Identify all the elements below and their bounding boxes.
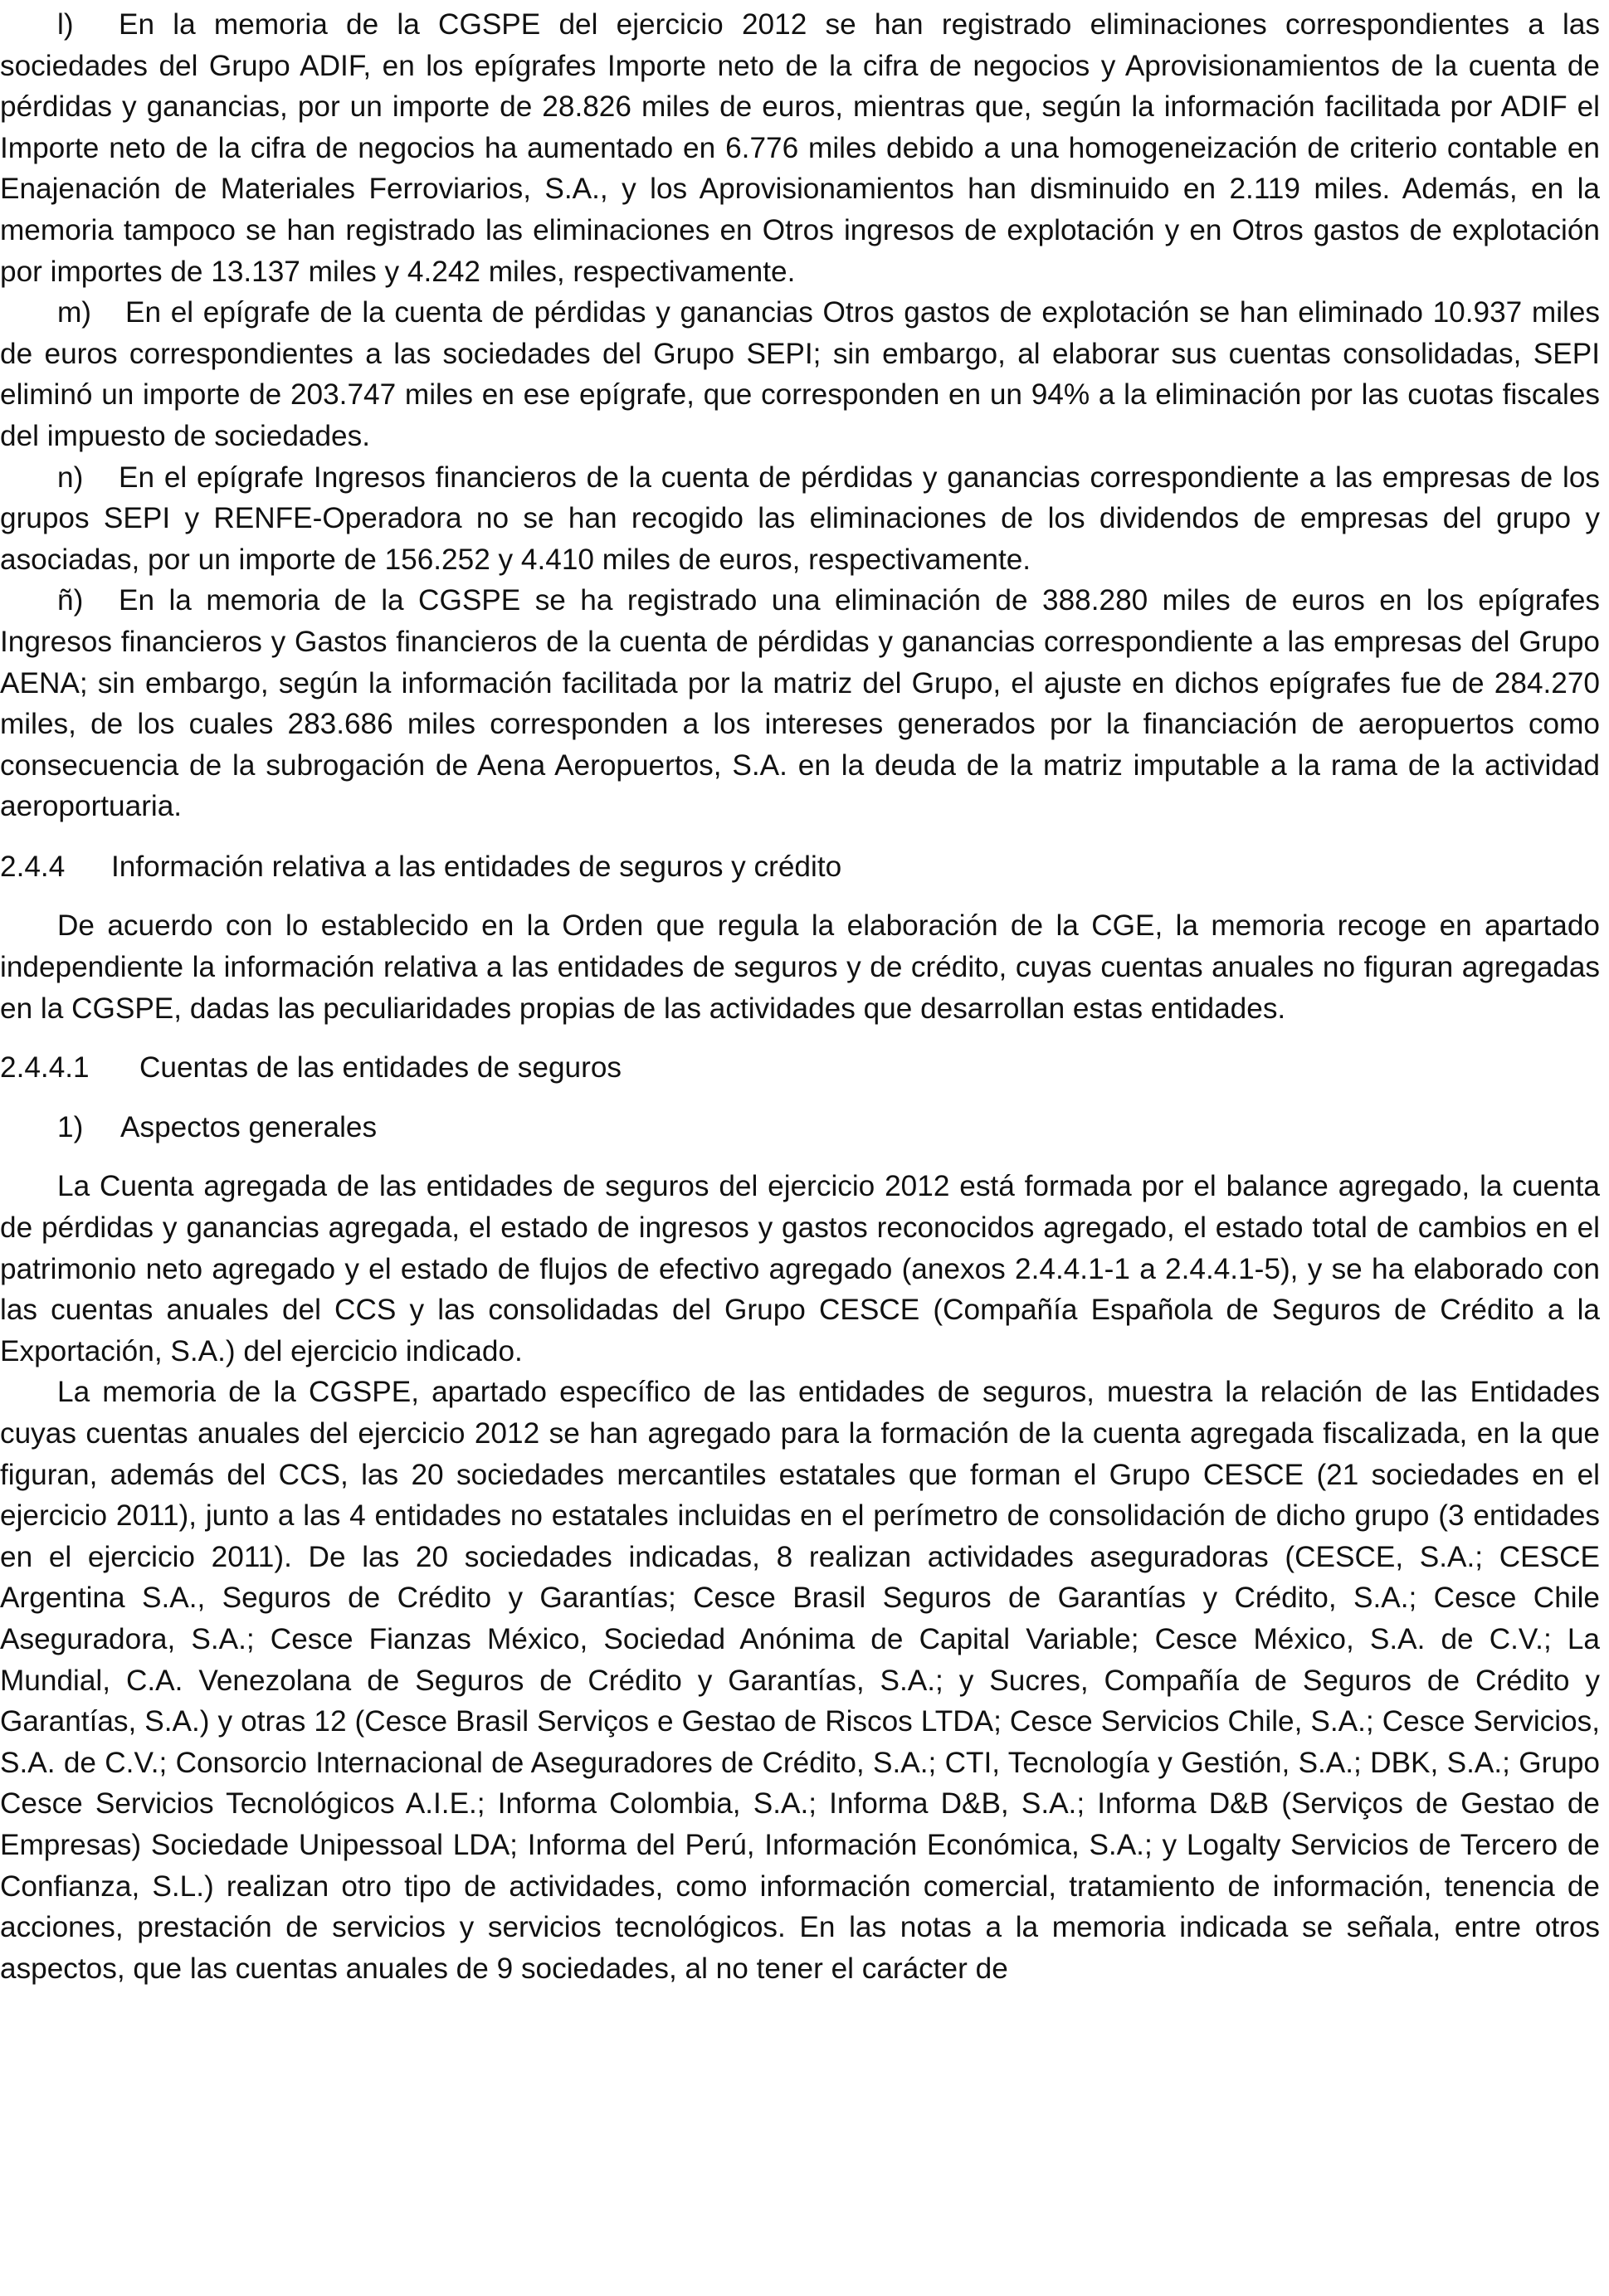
list-item-n bbox=[0, 457, 1600, 581]
list-item-text: En la memoria de la CGSPE del ejercicio 2012 se han registrado eliminaciones correspondientes a las sociedades del Grupo ADIF, en los epígrafes Importe neto de la cifra de negocios y Aprovisionamientos de la cuenta de pérdidas y ganancias, por un importe de 28.826 miles de euros, mientras que, según la información facilitada por ADIF el Importe neto de la cifra de negocios ha aumentado en 6.776 miles debido a una homogeneización de criterio contable en Enajenación de Materiales Ferroviarios, S.A., y los Aprovisionamientos han disminuido en 2.119 miles. Además, en la memoria tampoco se han registrado las eliminaciones en Otros ingresos de explotación y en Otros gastos de explotación por importes de 13.137 miles y 4.242 miles, respectivamente. bbox=[0, 8, 1600, 288]
list-item-m bbox=[0, 292, 1600, 456]
section-heading-2-4-4 bbox=[0, 846, 1600, 888]
list-item-label: n) bbox=[57, 461, 84, 494]
section-title: Cuentas de las entidades de seguros bbox=[139, 1051, 622, 1085]
list-item-text: En el epígrafe de la cuenta de pérdidas y ganancias Otros gastos de explotación se han eliminado 10.937 miles de euros correspondientes a las sociedades del Grupo SEPI; sin embargo, al elaborar sus cuentas consolidadas, SEPI eliminó un importe de 203.747 miles en ese epígrafe, que corresponden en un 94% a la eliminación por las cuotas fiscales del impuesto de sociedades. bbox=[0, 296, 1600, 452]
section-title: Información relativa a las entidades de seguros y crédito bbox=[111, 850, 842, 883]
list-item-l bbox=[0, 4, 1600, 292]
list-item-label: m) bbox=[57, 296, 92, 329]
spacer bbox=[0, 1089, 1600, 1107]
spacer bbox=[0, 827, 1600, 846]
body-paragraph-2: La memoria de la CGSPE, apartado específico de las entidades de seguros, muestra la relación de las Entidades cuyas cuentas anuales del ejercicio 2012 se han agregado para la formación de la cuenta agregada fiscalizada, en la que figuran, además del CCS, las 20 sociedades mercantiles estatales que forman el Grupo CESCE (21 sociedades en el ejercicio 2011), junto a las 4 entidades no estatales incluidas en el perímetro de consolidación de dicho grupo (3 entidades en el ejercicio 2011). De las 20 sociedades indicadas, 8 realizan actividades aseguradoras (CESCE, S.A.; CESCE Argentina S.A., Seguros de Crédito y Garantías; Cesce Brasil Seguros de Garantías y Crédito, S.A.; Cesce Chile Aseguradora, S.A.; Cesce Fianzas México, Sociedad Anónima de Capital Variable; Cesce México, S.A. de C.V.; La Mundial, C.A. Venezolana de Seguros de Crédito y Garantías, S.A.; y Sucres, Compañía de Seguros de Crédito y Garantías, S.A.) y otras 12 (Cesce Brasil Serviços e Gestao de Riscos LTDA; Cesce Servicios Chile, S.A.; Cesce Servicios, S.A. de C.V.; Consorcio Internacional de Aseguradores de Crédito, S.A.; CTI, Tecnología y Gestión, S.A.; DBK, S.A.; Grupo Cesce Servicios Tecnológicos A.I.E.; Informa Colombia, S.A.; Informa D&B, S.A.; Informa D&B (Serviços de Gestao de Empresas) Sociedade Unipessoal LDA; Informa del Perú, Información Económica, S.A.; y Logalty Servicios de Tercero de Confianza, S.L.) realizan otro tipo de actividades, como información comercial, tratamiento de información, tenencia de acciones, prestación de servicios y servicios tecnológicos. En las notas a la memoria indicada se señala, entre otros aspectos, que las cuentas anuales de 9 sociedades, al no tener el carácter de bbox=[0, 1376, 1600, 1985]
body-paragraph-1: La Cuenta agregada de las entidades de seguros del ejercicio 2012 está formada por el balance agregado, la cuenta de pérdidas y ganancias agregada, el estado de ingresos y gastos reconocidos agregado, el estado total de cambios en el patrimonio neto agregado y el estado de flujos de efectivo agregado (anexos 2.4.4.1-1 a 2.4.4.1-5), y se ha elaborado con las cuentas anuales del CCS y las consolidadas del Grupo CESCE (Compañía Española de Seguros de Crédito a la Exportación, S.A.) del ejercicio indicado. bbox=[0, 1170, 1600, 1367]
spacer bbox=[0, 1029, 1600, 1047]
subsection-heading bbox=[0, 1107, 1600, 1148]
spacer bbox=[0, 887, 1600, 905]
list-item-label: ñ) bbox=[57, 584, 84, 617]
section-number: 2.4.4 bbox=[0, 850, 66, 883]
spacer bbox=[0, 1148, 1600, 1166]
subsection-number: 1) bbox=[57, 1110, 84, 1143]
list-item-enye bbox=[0, 580, 1600, 827]
section-heading-2-4-4-1 bbox=[0, 1047, 1600, 1089]
subsection-title: Aspectos generales bbox=[120, 1110, 378, 1143]
list-item-text: En la memoria de la CGSPE se ha registrado una eliminación de 388.280 miles de euros en los epígrafes Ingresos financieros y Gastos financieros de la cuenta de pérdidas y ganancias correspondiente a las empresas del Grupo AENA; sin embargo, según la información facilitada por la matriz del Grupo, el ajuste en dichos epígrafes fue de 284.270 miles, de los cuales 283.686 miles corresponden a los intereses generados por la financiación de aeropuertos como consecuencia de la subrogación de Aena Aeropuertos, S.A. en la deuda de la matriz imputable a la rama de la actividad aeroportuaria. bbox=[0, 584, 1600, 823]
section-number: 2.4.4.1 bbox=[0, 1051, 90, 1085]
list-item-text: En el epígrafe Ingresos financieros de la cuenta de pérdidas y ganancias correspondiente a las empresas de los grupos SEPI y RENFE-Operadora no se han recogido las eliminaciones de los dividendos de empresas del grupo y asociadas, por un importe de 156.252 y 4.410 miles de euros, respectivamente. bbox=[0, 461, 1600, 576]
list-item-label: l) bbox=[57, 8, 74, 41]
section-paragraph: De acuerdo con lo establecido en la Orden que regula la elaboración de la CGE, la memoria recoge en apartado independiente la información relativa a las entidades de seguros y de crédito, cuyas cuentas anuales no figuran agregadas en la CGSPE, dadas las peculiaridades propias de las actividades que desarrollan estas entidades. bbox=[0, 909, 1600, 1025]
